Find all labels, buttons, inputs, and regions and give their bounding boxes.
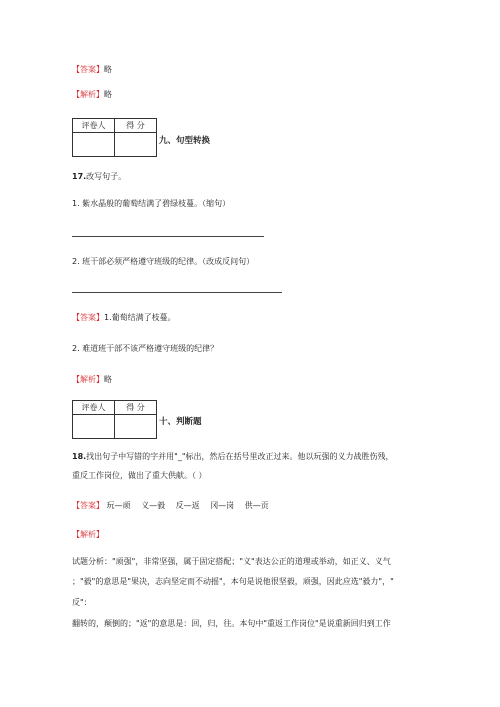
score-table-score-header: 得 分 — [115, 119, 157, 133]
answer-line-18 — [72, 500, 269, 511]
explanation-line-2: ；"毅"的意思是"果决，志向坚定而不动摇"，本句是说他很坚毅，顽强，因此应选"毅力"，" — [72, 577, 394, 586]
score-table-grader-cell — [73, 133, 115, 157]
answer-blank-2[interactable] — [72, 292, 282, 293]
question-17-number: 17. — [72, 172, 87, 181]
answer-line-17-2: 2. 难道班干部不该严格遵守班级的纪律？ — [72, 344, 219, 353]
question-17 — [72, 171, 126, 182]
explanation-line-3: 反"： — [72, 598, 92, 607]
analysis-text: 略 — [104, 90, 112, 99]
answer-item: 冈—岗 — [210, 501, 235, 510]
score-table-grader-header: 评卷人 — [73, 401, 115, 415]
analysis-tag: 【解析】 — [72, 90, 104, 99]
score-table-grader-header: 评卷人 — [73, 119, 115, 133]
explanation-line-4: 翻转的，颠倒的；"返"的意思是：回，归，往。本句中"重返工作岗位"是说重新回归到工作 — [72, 619, 391, 628]
section-9-title: 九、句型转换 — [159, 136, 211, 146]
question-17-item-1: 1. 紫水晶般的葡萄结满了碧绿枝蔓。（缩句） — [72, 199, 231, 208]
question-17-item-2: 2. 班干部必须严格遵守班级的纪律。（改成反问句） — [72, 257, 255, 266]
answer-line-17-1 — [72, 312, 176, 323]
answer-item: 供—贡 — [244, 501, 269, 510]
analysis-line-16 — [72, 89, 112, 100]
score-table-9 — [72, 118, 157, 157]
analysis-line-18: 【解析】 — [72, 530, 104, 539]
explanation-line-1: 试题分析："顽强"，非常坚强，属于固定搭配；"义"表达公正的道理或举动，如正义、义气 — [72, 557, 391, 566]
analysis-text: 略 — [104, 375, 112, 384]
answer-tag: 【答案】 — [72, 313, 104, 322]
answer-tag: 【答案】 — [72, 65, 104, 74]
question-18-line-2: 重反工作岗位，做出了重大供献。（ ） — [72, 471, 207, 480]
answer-line-16 — [72, 64, 112, 75]
score-table-grader-cell — [73, 415, 115, 439]
answer-text: 1.葡萄结满了枝蔓。 — [104, 313, 176, 322]
answer-text: 略 — [104, 65, 112, 74]
answer-item: 玩—顽 — [106, 501, 131, 510]
analysis-tag: 【解析】 — [72, 375, 104, 384]
question-18-text: 找出句子中写错的字并用"_"标出，然后在括号里改正过来。他以玩强的义力战胜伤残， — [86, 452, 394, 461]
answer-blank-1[interactable] — [72, 236, 264, 237]
score-table-score-cell — [115, 133, 157, 157]
section-10-title: 十、判断题 — [159, 417, 202, 427]
answer-tag: 【答案】 — [72, 501, 104, 510]
question-17-text: 改写句子。 — [86, 172, 127, 181]
score-table-10 — [72, 400, 157, 439]
question-18-line-1 — [72, 451, 394, 462]
answer-item: 义—毅 — [141, 501, 166, 510]
analysis-line-17 — [72, 374, 112, 385]
score-table-score-header: 得 分 — [115, 401, 157, 415]
score-table-score-cell — [115, 415, 157, 439]
question-18-number: 18. — [72, 452, 87, 461]
answer-item: 反—返 — [175, 501, 200, 510]
